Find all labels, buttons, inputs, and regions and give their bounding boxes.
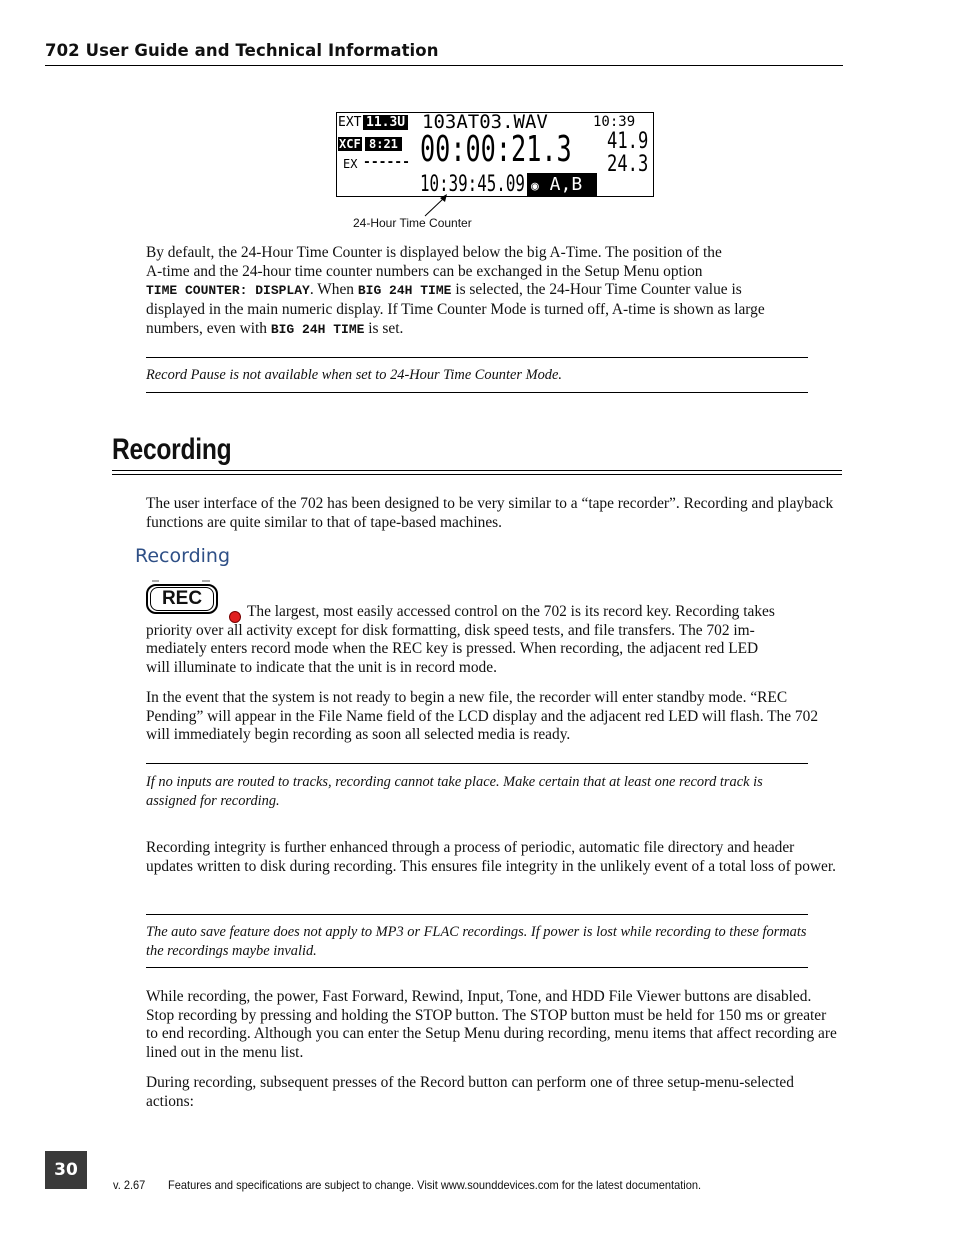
section-rule (112, 470, 842, 471)
lcd-meter-bottom: 24.3 (607, 152, 649, 177)
footer-version: v. 2.67 (113, 1178, 146, 1192)
lcd-tracks: A,B (549, 174, 583, 195)
lcd-record-icon: ◉ (531, 179, 539, 194)
para1-text: is set. (364, 319, 404, 337)
lcd-ext-label: EXT (338, 115, 362, 130)
rec-button-label: REC (161, 588, 203, 609)
header-rule (45, 65, 843, 66)
lcd-clock: 10:39 (593, 114, 636, 130)
para1-line: By default, the 24-Hour Time Counter is displayed below the big A-Time. The position of the (146, 244, 722, 261)
rec-para-line: priority over all activity except for disk formatting, disk speed tests, and file transfers. The 702 im- (146, 621, 755, 639)
para1-text: is selected, the 24-Hour Time Counter value is (451, 281, 742, 299)
standby-paragraph: In the event that the system is not ready to begin a new file, the recorder will enter standby mode. “REC Pending” will appear in the File Name field of the LCD display and the adjacent red LED will flash. The 702 will immediately begin recording as soon all selected media is ready. (146, 689, 819, 744)
setup-option-code: BIG 24H TIME (270, 321, 365, 337)
lcd-ex-label: EX (343, 157, 358, 171)
integrity-paragraph: Recording integrity is further enhanced through a process of periodic, automatic file directory and header updates written to disk during recording. This ensures file integrity in the unlikely event of a total loss of power. (146, 839, 837, 875)
footer-notice: Features and specifications are subject to change. Visit www.sounddevices.com for the latest documentation. (168, 1178, 702, 1192)
time-counter-paragraph (146, 244, 840, 340)
para1-line (146, 320, 840, 340)
page-number: 30 (45, 1151, 87, 1189)
note-rule-top (146, 763, 808, 764)
lcd-xcf-value: 8:21 (365, 137, 402, 151)
para1-line: A-time and the 24-hour time counter numbers can be exchanged in the Setup Menu option (146, 262, 703, 280)
rec-para-line: The largest, most easily accessed control on the 702 is its record key. Recording takes (247, 603, 775, 620)
section-heading: Recording (112, 433, 232, 466)
lcd-time-of-day: 10:39:45.09 (420, 172, 525, 197)
note-rule-top (146, 357, 808, 358)
lcd-display-figure (336, 112, 654, 197)
lcd-filename: 103AT03.WAV (422, 111, 548, 133)
note-inputs-routed: If no inputs are routed to tracks, recording cannot take place. Make certain that at least one record track is assigned for recording. (146, 774, 763, 809)
note-record-pause: Record Pause is not available when set to 24-Hour Time Counter Mode. (146, 367, 562, 383)
rec-para-line: mediately enters record mode when the REC key is pressed. When recording, the adjacent red LED (146, 640, 759, 658)
figure-caption: 24-Hour Time Counter (353, 216, 472, 230)
lcd-dashes: ------ (363, 155, 410, 170)
lcd-big-time: 00:00:21.3 (420, 129, 572, 170)
note-auto-save: The auto save feature does not apply to MP3 or FLAC recordings. If power is lost while recording to these formats the recordings maybe invalid. (146, 924, 807, 959)
note-rule-bottom (146, 392, 808, 393)
para1-line: displayed in the main numeric display. If Time Counter Mode is turned off, A-time is shown as large (146, 301, 765, 319)
setup-option-code: TIME COUNTER: DISPLAY (146, 283, 310, 299)
para1-text: . When (309, 281, 358, 299)
lcd-tracks-field (527, 173, 597, 197)
record-presses-paragraph: During recording, subsequent presses of the Record button can perform one of three setup-menu-selected actions: (146, 1074, 794, 1110)
note-rule-bottom (146, 967, 808, 968)
intro-paragraph: The user interface of the 702 has been designed to be very similar to a “tape recorder”. Recording and playback functions are quite similar to that of tape-based machines. (146, 495, 834, 531)
section-rule (112, 474, 842, 475)
running-header: 702 User Guide and Technical Information (45, 41, 439, 60)
setup-option-code: BIG 24H TIME (357, 283, 452, 299)
rec-para-line: will illuminate to indicate that the unit is in record mode. (146, 659, 497, 677)
lcd-meter-top: 41.9 (607, 129, 649, 154)
disabled-buttons-paragraph: While recording, the power, Fast Forward, Rewind, Input, Tone, and HDD File Viewer buttons are disabled. Stop recording by pressing and holding the STOP button. The STOP button must be held for 150 ms or greater to end recording. Although you can enter the Setup Menu during recording, menu items that affect recording are lined out in the menu list. (146, 988, 837, 1062)
para1-text: numbers, even with (146, 319, 271, 337)
lcd-xcf-label: XCF (339, 137, 361, 151)
caption-pointer-arrow (420, 192, 450, 218)
note-rule-top (146, 914, 808, 915)
para1-line (146, 281, 840, 301)
lcd-rate-value: 11.3U (363, 115, 408, 130)
subsection-heading: Recording (135, 545, 231, 567)
record-key-paragraph (146, 603, 840, 678)
